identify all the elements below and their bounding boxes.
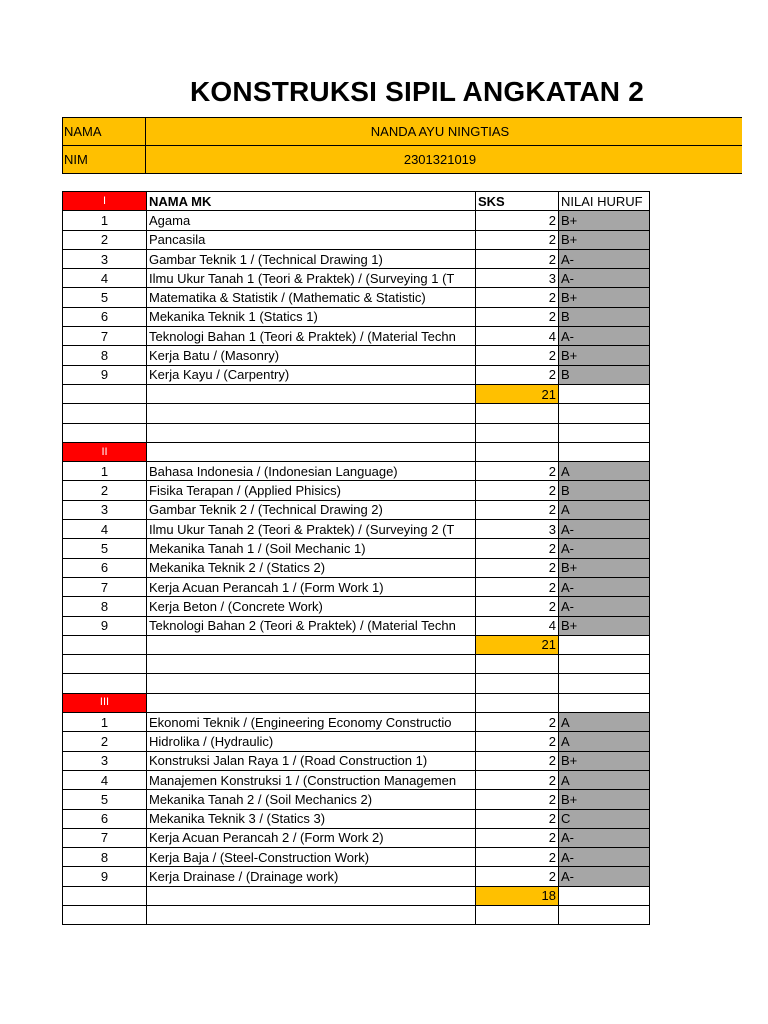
course-sks[interactable]: 3 [476, 269, 559, 288]
table-row [63, 365, 650, 384]
course-name[interactable]: Gambar Teknik 1 / (Technical Drawing 1) [147, 249, 476, 268]
column-header-sks[interactable]: SKS [476, 192, 559, 211]
course-sks[interactable]: 2 [476, 307, 559, 326]
course-grade[interactable]: A- [559, 249, 650, 268]
empty-cell[interactable] [476, 423, 559, 442]
empty-cell[interactable] [147, 905, 476, 924]
empty-cell[interactable] [63, 635, 147, 654]
empty-cell[interactable] [559, 655, 650, 674]
course-number[interactable]: 7 [63, 327, 147, 346]
course-number[interactable]: 2 [63, 732, 147, 751]
course-number[interactable]: 6 [63, 558, 147, 577]
course-grade[interactable]: B+ [559, 288, 650, 307]
semester-total-row [63, 635, 650, 654]
course-name[interactable]: Konstruksi Jalan Raya 1 / (Road Construction 1) [147, 751, 476, 770]
course-name[interactable]: Bahasa Indonesia / (Indonesian Language) [147, 462, 476, 481]
table-row [63, 867, 650, 886]
empty-cell[interactable] [63, 404, 147, 423]
course-grade[interactable]: B [559, 307, 650, 326]
course-number[interactable]: 3 [63, 249, 147, 268]
semester-label[interactable]: I [63, 192, 147, 211]
empty-cell[interactable] [63, 384, 147, 403]
table-row [63, 616, 650, 635]
course-number[interactable]: 4 [63, 269, 147, 288]
course-name[interactable]: Ilmu Ukur Tanah 2 (Teori & Praktek) / (Surveying 2 (T [147, 520, 476, 539]
course-number[interactable]: 1 [63, 462, 147, 481]
course-number[interactable]: 2 [63, 481, 147, 500]
course-name[interactable]: Matematika & Statistik / (Mathematic & Statistic) [147, 288, 476, 307]
course-grade[interactable]: A- [559, 867, 650, 886]
empty-cell[interactable] [63, 886, 147, 905]
course-sks[interactable]: 2 [476, 288, 559, 307]
course-name[interactable]: Ilmu Ukur Tanah 1 (Teori & Praktek) / (Surveying 1 (T [147, 269, 476, 288]
course-sks[interactable]: 2 [476, 790, 559, 809]
course-grade[interactable]: A- [559, 520, 650, 539]
nim-label: NIM [62, 146, 146, 173]
course-grade[interactable]: A- [559, 269, 650, 288]
course-grade[interactable]: B+ [559, 790, 650, 809]
course-name[interactable]: Teknologi Bahan 1 (Teori & Praktek) / (Material Techn [147, 327, 476, 346]
course-sks[interactable]: 2 [476, 211, 559, 230]
course-sks[interactable]: 2 [476, 346, 559, 365]
blank-row [63, 674, 650, 693]
empty-cell[interactable] [147, 404, 476, 423]
course-grade[interactable]: B+ [559, 230, 650, 249]
table-row [63, 288, 650, 307]
course-grade[interactable]: B+ [559, 558, 650, 577]
course-number[interactable]: 9 [63, 365, 147, 384]
course-name[interactable]: Kerja Kayu / (Carpentry) [147, 365, 476, 384]
course-grade[interactable]: B [559, 365, 650, 384]
course-number[interactable]: 5 [63, 288, 147, 307]
empty-cell[interactable] [559, 404, 650, 423]
course-number[interactable]: 5 [63, 790, 147, 809]
course-sks[interactable]: 2 [476, 230, 559, 249]
course-grade[interactable]: A [559, 732, 650, 751]
table-row [63, 307, 650, 326]
course-name[interactable]: Mekanika Teknik 2 / (Statics 2) [147, 558, 476, 577]
empty-cell[interactable] [63, 423, 147, 442]
page-title: KONSTRUKSI SIPIL ANGKATAN 2 [190, 76, 644, 107]
empty-cell[interactable] [476, 655, 559, 674]
course-grade[interactable]: B [559, 481, 650, 500]
course-name[interactable]: Hidrolika / (Hydraulic) [147, 732, 476, 751]
course-sks[interactable]: 2 [476, 577, 559, 596]
table-row [63, 520, 650, 539]
table-row [63, 327, 650, 346]
student-name-row [62, 117, 742, 145]
course-sks[interactable]: 4 [476, 327, 559, 346]
empty-cell[interactable] [559, 384, 650, 403]
empty-cell[interactable] [147, 423, 476, 442]
table-row [63, 346, 650, 365]
empty-cell[interactable] [476, 674, 559, 693]
course-number[interactable]: 1 [63, 211, 147, 230]
course-grade[interactable]: A [559, 770, 650, 789]
empty-cell[interactable] [63, 905, 147, 924]
empty-cell[interactable] [63, 674, 147, 693]
empty-cell[interactable] [147, 693, 476, 712]
table-row [63, 732, 650, 751]
semester-total-row [63, 384, 650, 403]
semester-label[interactable]: II [63, 442, 147, 461]
blank-row [63, 905, 650, 924]
course-number[interactable]: 6 [63, 307, 147, 326]
course-grade[interactable]: B+ [559, 616, 650, 635]
course-grade[interactable]: A- [559, 327, 650, 346]
table-row [63, 577, 650, 596]
table-row [63, 713, 650, 732]
empty-cell[interactable] [147, 886, 476, 905]
course-name[interactable]: Kerja Batu / (Masonry) [147, 346, 476, 365]
sks-total[interactable]: 18 [476, 886, 559, 905]
nim-value[interactable]: 2301321019 [403, 152, 477, 167]
table-row [63, 848, 650, 867]
course-grade[interactable]: A- [559, 597, 650, 616]
course-sks[interactable]: 4 [476, 616, 559, 635]
course-sks[interactable]: 2 [476, 751, 559, 770]
table-row [63, 790, 650, 809]
course-number[interactable]: 2 [63, 230, 147, 249]
course-name[interactable]: Kerja Beton / (Concrete Work) [147, 597, 476, 616]
table-row [63, 770, 650, 789]
empty-cell[interactable] [63, 655, 147, 674]
course-name[interactable]: Kerja Acuan Perancah 2 / (Form Work 2) [147, 828, 476, 847]
table-row [63, 597, 650, 616]
empty-cell[interactable] [559, 635, 650, 654]
course-name[interactable]: Kerja Acuan Perancah 1 / (Form Work 1) [147, 577, 476, 596]
course-grade[interactable]: A- [559, 539, 650, 558]
empty-cell[interactable] [476, 905, 559, 924]
course-grade[interactable]: A- [559, 828, 650, 847]
empty-cell[interactable] [476, 404, 559, 423]
course-sks[interactable]: 2 [476, 828, 559, 847]
course-number[interactable]: 4 [63, 520, 147, 539]
course-sks[interactable]: 2 [476, 848, 559, 867]
semester-label[interactable]: III [63, 693, 147, 712]
course-number[interactable]: 5 [63, 539, 147, 558]
course-sks[interactable]: 2 [476, 539, 559, 558]
table-row [63, 751, 650, 770]
empty-cell[interactable] [559, 423, 650, 442]
course-grade[interactable]: C [559, 809, 650, 828]
course-number[interactable]: 8 [63, 597, 147, 616]
course-sks[interactable]: 2 [476, 249, 559, 268]
course-grade[interactable]: A [559, 713, 650, 732]
course-name[interactable]: Manajemen Konstruksi 1 / (Construction Managemen [147, 770, 476, 789]
semester-header-row [63, 442, 650, 461]
course-name[interactable]: Teknologi Bahan 2 (Teori & Praktek) / (Material Techn [147, 616, 476, 635]
column-header-nilai-huruf[interactable]: NILAI HURUF [559, 192, 650, 211]
table-row [63, 500, 650, 519]
course-sks[interactable]: 2 [476, 365, 559, 384]
course-sks[interactable]: 2 [476, 713, 559, 732]
course-grade[interactable]: B+ [559, 751, 650, 770]
table-row [63, 828, 650, 847]
course-sks[interactable]: 2 [476, 462, 559, 481]
course-number[interactable]: 7 [63, 828, 147, 847]
semester-header-row [63, 192, 650, 211]
course-grade[interactable]: A [559, 500, 650, 519]
sks-total[interactable]: 21 [476, 635, 559, 654]
course-grade[interactable]: B+ [559, 346, 650, 365]
course-name[interactable]: Mekanika Teknik 3 / (Statics 3) [147, 809, 476, 828]
blank-row [63, 655, 650, 674]
empty-cell[interactable] [476, 442, 559, 461]
table-row [63, 462, 650, 481]
course-number[interactable]: 6 [63, 809, 147, 828]
course-number[interactable]: 8 [63, 848, 147, 867]
table-row [63, 558, 650, 577]
empty-cell[interactable] [559, 442, 650, 461]
empty-cell[interactable] [559, 674, 650, 693]
semester-total-row [63, 886, 650, 905]
empty-cell[interactable] [559, 693, 650, 712]
table-row [63, 809, 650, 828]
course-sks[interactable]: 2 [476, 732, 559, 751]
course-name[interactable]: Mekanika Tanah 1 / (Soil Mechanic 1) [147, 539, 476, 558]
empty-cell[interactable] [147, 655, 476, 674]
table-row [63, 230, 650, 249]
table-row [63, 211, 650, 230]
table-row [63, 269, 650, 288]
course-grade[interactable]: A- [559, 848, 650, 867]
course-name[interactable]: Agama [147, 211, 476, 230]
course-number[interactable]: 9 [63, 867, 147, 886]
course-number[interactable]: 7 [63, 577, 147, 596]
table-row [63, 539, 650, 558]
empty-cell[interactable] [559, 886, 650, 905]
course-sks[interactable]: 3 [476, 520, 559, 539]
course-sks[interactable]: 2 [476, 500, 559, 519]
course-sks[interactable]: 2 [476, 770, 559, 789]
course-number[interactable]: 3 [63, 500, 147, 519]
course-grade[interactable]: A [559, 462, 650, 481]
empty-cell[interactable] [559, 905, 650, 924]
course-sks[interactable]: 2 [476, 558, 559, 577]
course-name[interactable]: Mekanika Teknik 1 (Statics 1) [147, 307, 476, 326]
course-name[interactable]: Kerja Drainase / (Drainage work) [147, 867, 476, 886]
course-number[interactable]: 9 [63, 616, 147, 635]
table-row [63, 249, 650, 268]
nama-label: NAMA [62, 118, 146, 145]
sks-total[interactable]: 21 [476, 384, 559, 403]
nama-value[interactable]: NANDA AYU NINGTIAS [370, 124, 510, 139]
column-header-nama-mk[interactable]: NAMA MK [147, 192, 476, 211]
course-name[interactable]: Ekonomi Teknik / (Engineering Economy Constructio [147, 713, 476, 732]
course-number[interactable]: 4 [63, 770, 147, 789]
course-name[interactable]: Gambar Teknik 2 / (Technical Drawing 2) [147, 500, 476, 519]
course-sks[interactable]: 2 [476, 597, 559, 616]
course-sks[interactable]: 2 [476, 867, 559, 886]
course-name[interactable]: Kerja Baja / (Steel-Construction Work) [147, 848, 476, 867]
course-grade[interactable]: B+ [559, 211, 650, 230]
empty-cell[interactable] [147, 674, 476, 693]
course-name[interactable]: Fisika Terapan / (Applied Phisics) [147, 481, 476, 500]
empty-cell[interactable] [147, 442, 476, 461]
blank-row [63, 423, 650, 442]
blank-row [63, 404, 650, 423]
course-sks[interactable]: 2 [476, 809, 559, 828]
course-number[interactable]: 3 [63, 751, 147, 770]
empty-cell[interactable] [147, 635, 476, 654]
grades-table [62, 191, 650, 925]
empty-cell[interactable] [147, 384, 476, 403]
student-nim-row [62, 145, 742, 174]
course-sks[interactable]: 2 [476, 481, 559, 500]
semester-header-row [63, 693, 650, 712]
course-number[interactable]: 8 [63, 346, 147, 365]
course-grade[interactable]: A- [559, 577, 650, 596]
course-name[interactable]: Pancasila [147, 230, 476, 249]
course-number[interactable]: 1 [63, 713, 147, 732]
table-row [63, 481, 650, 500]
empty-cell[interactable] [476, 693, 559, 712]
course-name[interactable]: Mekanika Tanah 2 / (Soil Mechanics 2) [147, 790, 476, 809]
